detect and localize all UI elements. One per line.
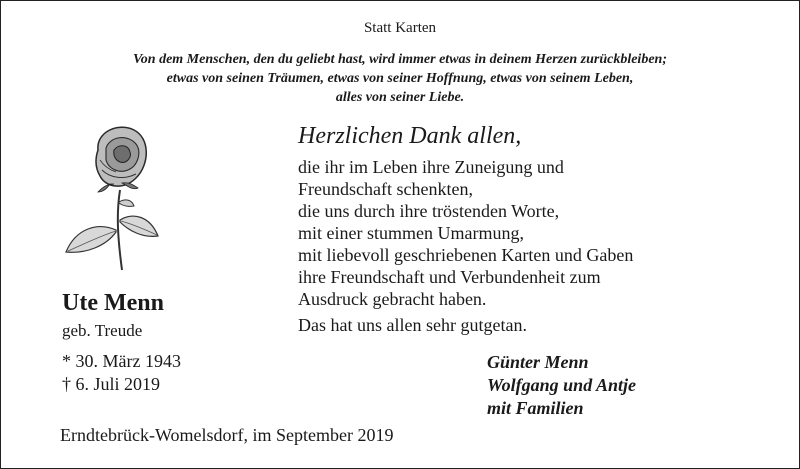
rose-icon [58,120,168,280]
deceased-name: Ute Menn [62,290,164,316]
birth-date: * 30. März 1943 [62,351,181,371]
thanks-line: die ihr im Leben ihre Zuneigung und [298,157,564,177]
thanks-text [298,156,633,310]
thanks-line: die uns durch ihre tröstenden Worte, [298,201,560,221]
thanks-line: mit einer stummen Umarmung, [298,223,524,243]
thanks-line: ihre Freundschaft und Verbundenheit zum [298,267,601,287]
closing-line: Das hat uns allen sehr gutgetan. [298,315,527,335]
place-date: Erndtebrück-Womelsdorf, im September 2019 [60,425,394,445]
thanks-line: Freundschaft schenkten, [298,179,473,199]
thanks-line: Ausdruck gebracht haben. [298,289,487,309]
thanks-title: Herzlichen Dank allen, [298,123,522,149]
signer-line: Wolfgang und Antje [487,375,637,395]
quote-line: alles von seiner Liebe. [335,90,465,105]
signers-block [487,351,636,420]
signer-line: mit Familien [487,398,584,418]
thanks-line: mit liebevoll geschriebenen Karten und Gaben [298,245,634,265]
signer-line: Günter Menn [487,352,589,372]
quote-line: etwas von seinen Träumen, etwas von seiner Hoffnung, etwas von seinem Leben, [166,71,634,86]
quote-block [0,50,800,107]
quote-line: Von dem Menschen, den du geliebt hast, wird immer etwas in deinem Herzen zurückbleiben; [133,52,667,67]
header-text: Statt Karten [363,20,437,36]
maiden-name: geb. Treude [62,321,143,340]
death-date: † 6. Juli 2019 [62,374,161,394]
